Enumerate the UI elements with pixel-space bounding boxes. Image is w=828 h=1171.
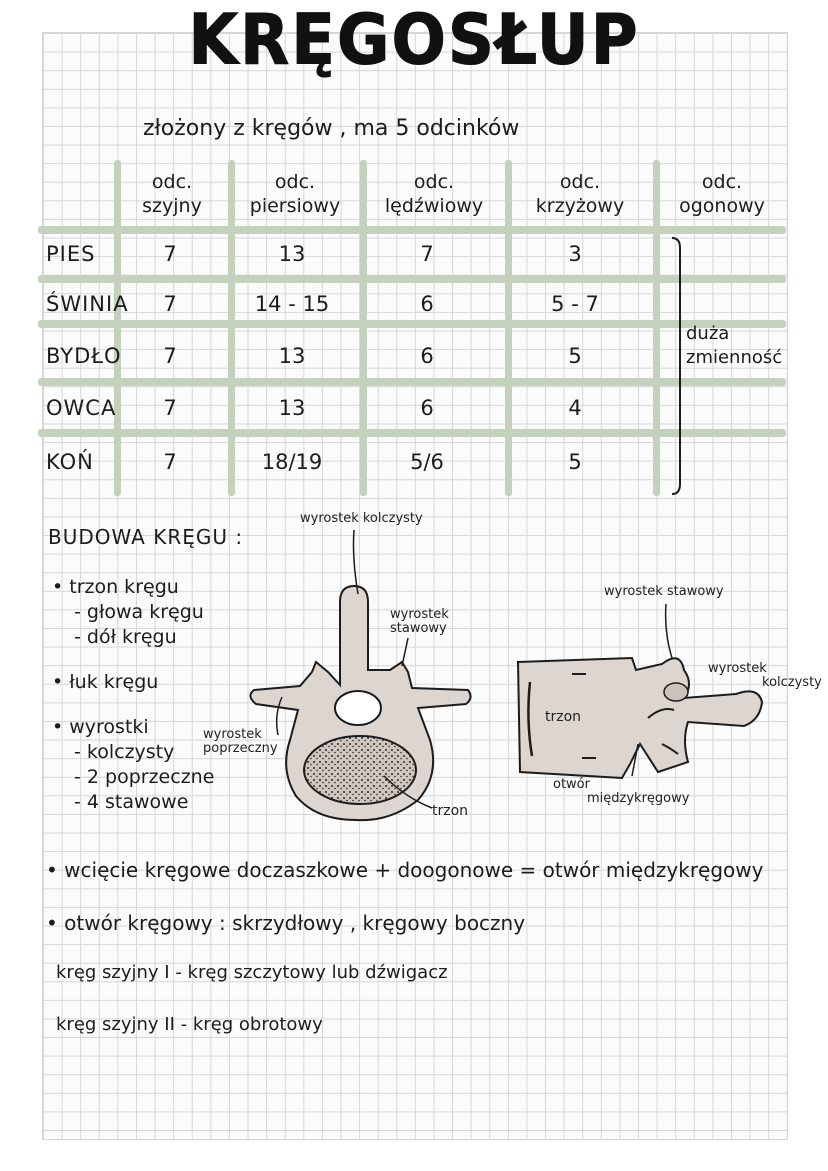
list-item: • wyrostki [52,716,149,738]
pointer-line [382,774,434,814]
table-cell: 7 [163,450,177,474]
label-side-spinous-process: wyrostek kolczysty [708,661,822,690]
label-articular-process: wyrostek stawowy [390,607,449,636]
pointer-line [656,602,680,660]
label-side-body: trzon [545,709,582,725]
row-label: OWCA [46,396,117,420]
table-cell: 18/19 [261,450,323,474]
table-cell: 14 - 15 [254,292,330,316]
list-item: - 4 stawowe [74,791,189,813]
section-title: BUDOWA KRĘGU : [48,525,244,549]
fact-line: • wcięcie kręgowe doczaszkowe + doogonowe = otwór międzykręgowy [46,858,764,882]
table-line [38,226,786,234]
table-cell: 5 - 7 [551,292,599,316]
list-item: • łuk kręgu [52,671,159,693]
table-cell: 7 [163,292,177,316]
row-label: ŚWINIA [46,292,129,316]
table-cell: 7 [163,396,177,420]
pointer-line [340,528,370,598]
pointer-line [626,742,646,778]
table-cell: 6 [420,292,434,316]
label-side-articular-process: wyrostek stawowy [604,584,724,599]
label-spinous-process: wyrostek kolczysty [300,511,423,526]
table-column-line [653,160,660,496]
bracket [668,234,688,498]
table-cell: 6 [420,344,434,368]
tail-variability-note: duża zmienność [686,323,783,368]
fact-line: kręg szyjny II - kręg obrotowy [56,1014,323,1035]
row-label: KOŃ [46,450,94,474]
table-cell: 13 [278,344,306,368]
row-label: PIES [46,242,96,266]
list-item: - 2 poprzeczne [74,766,215,788]
table-cell: 5/6 [410,450,444,474]
label-vertebral-body: trzon [432,803,469,819]
table-cell: 4 [568,396,582,420]
table-column-line [360,160,367,496]
fact-line: • otwór kręgowy : skrzydłowy , kręgowy boczny [46,911,526,935]
label-transverse-process: wyrostek poprzeczny [203,727,278,756]
table-cell: 13 [278,396,306,420]
structure-list [52,575,214,815]
table-cell: 13 [278,242,306,266]
table-cell: 5 [568,450,582,474]
table-column-line [505,160,512,496]
list-item: - kolczysty [74,741,175,763]
column-header-cervical: odc. szyjny [142,171,202,217]
subtitle: złożony z kręgów , ma 5 odcinków [143,116,520,141]
table-cell: 3 [568,242,582,266]
table-cell: 5 [568,344,582,368]
table-cell: 7 [420,242,434,266]
fact-line: kręg szyjny I - kręg szczytowy lub dźwigacz [56,962,448,983]
table-cell: 7 [163,242,177,266]
label-intervertebral-foramen: otwór międzykręgowy [553,777,690,806]
list-item: - głowa kręgu [74,601,204,623]
row-label: BYDŁO [46,344,122,368]
list-item: • trzon kręgu [52,576,179,598]
table-column-line [114,160,121,496]
column-header-thoracic: odc. piersiowy [249,171,341,217]
table-cell: 6 [420,396,434,420]
pointer-line [396,636,416,668]
list-item: - dół kręgu [74,626,177,648]
table-column-line [228,160,235,496]
column-header-lumbar: odc. lędźwiowy [384,171,484,217]
table-cell: 7 [163,344,177,368]
column-header-sacral: odc. krzyżowy [535,171,625,217]
page-title: KRĘGOSŁUP [188,1,640,81]
pointer-line [268,695,288,737]
column-header-caudal: odc. ogonowy [679,171,765,217]
